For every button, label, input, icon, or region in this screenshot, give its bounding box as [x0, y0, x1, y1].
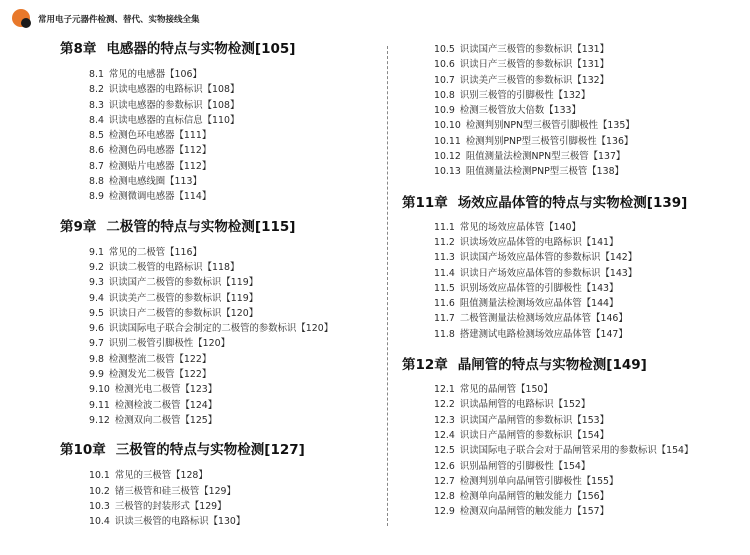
section-title: 检测单向晶闸管的触发能力【156】	[459, 491, 610, 503]
toc-entry	[434, 57, 742, 72]
section-title: 检测贴片电感器【112】	[108, 160, 212, 172]
section-number: 10.4	[89, 516, 110, 528]
section-number: 12.4	[434, 429, 455, 441]
toc-entry	[89, 260, 380, 275]
toc-entry	[434, 250, 742, 265]
toc-entry	[434, 220, 742, 235]
toc-entry	[434, 327, 742, 342]
toc-entry	[89, 321, 380, 336]
section-title: 检测判别PNP型三极管引脚极性【136】	[465, 135, 634, 147]
section-number: 11.7	[434, 313, 455, 325]
toc-entry	[434, 73, 742, 88]
section-title: 常见的电感器【106】	[108, 69, 202, 80]
section-number: 10.8	[434, 89, 455, 101]
section-title: 识读国际电子联合会制定的二极管的参数标识【120】	[108, 323, 334, 335]
section-number: 9.4	[89, 292, 104, 304]
section-title: 识读国产三极管的参数标识【131】	[459, 44, 610, 55]
toc-entry	[434, 235, 742, 250]
section-title: 识读电感器的参数标识【108】	[108, 99, 240, 111]
page-header	[12, 6, 272, 32]
toc-list	[89, 245, 380, 429]
section-number: 12.9	[434, 506, 455, 518]
toc-right-column	[402, 42, 742, 520]
section-number: 8.3	[89, 99, 104, 111]
chapter-number: 第11章	[402, 194, 448, 211]
section-number: 9.6	[89, 323, 104, 335]
section-title: 常见的晶闸管【150】	[459, 384, 553, 396]
section-title: 识读日产场效应晶体管的参数标识【143】	[459, 267, 638, 279]
toc-entry	[434, 443, 742, 458]
section-title: 检测三极管放大倍数【133】	[459, 105, 581, 117]
section-title: 识读场效应晶体管的电路标识【141】	[459, 236, 619, 248]
section-number: 9.11	[89, 399, 110, 411]
section-title: 识读日产二极管的参数标识【120】	[108, 307, 259, 319]
toc-entry	[434, 266, 742, 281]
section-number: 10.11	[434, 135, 461, 147]
section-title: 识别晶闸管的引脚极性【154】	[459, 460, 591, 472]
toc-entry	[434, 281, 742, 296]
section-number: 8.4	[89, 114, 104, 126]
section-title: 二极管测量法检测场效应晶体管【146】	[459, 313, 628, 325]
section-number: 9.3	[89, 277, 104, 289]
section-number: 10.12	[434, 151, 461, 163]
section-title: 阻值测量法检测场效应晶体管【144】	[459, 298, 619, 310]
section-number: 11.8	[434, 328, 455, 340]
toc-entry	[89, 143, 380, 158]
section-number: 10.3	[89, 500, 110, 512]
section-number: 9.7	[89, 338, 104, 350]
section-title: 搭建测试电路检测场效应晶体管【147】	[459, 328, 628, 340]
toc-left-column	[60, 40, 380, 529]
toc-entry	[434, 459, 742, 474]
chapter-title: 场效应晶体管的特点与实物检测[139]	[457, 194, 688, 211]
section-number: 10.13	[434, 166, 461, 178]
toc-entry	[89, 484, 380, 499]
toc-entry	[89, 245, 380, 260]
toc-entry	[89, 514, 380, 529]
section-number: 12.1	[434, 384, 455, 396]
section-title: 阻值测量法检测PNP型三极管【138】	[465, 166, 624, 178]
toc-list	[434, 220, 742, 342]
toc-entry	[434, 296, 742, 311]
toc-entry	[89, 352, 380, 367]
toc-entry	[89, 113, 380, 128]
section-number: 11.5	[434, 282, 455, 294]
chapter-number: 第12章	[402, 357, 448, 374]
chapter-title: 晶闸管的特点与实物检测[149]	[457, 357, 647, 374]
toc-entry	[89, 382, 380, 397]
section-title: 检测整流二极管【122】	[108, 353, 212, 365]
chapter-heading-10	[60, 441, 380, 459]
toc-entry	[434, 42, 742, 57]
section-number: 8.7	[89, 160, 104, 172]
toc-entry	[434, 504, 742, 519]
section-title: 检测双向二极管【125】	[114, 414, 218, 426]
toc-entry	[434, 118, 742, 133]
section-title: 识读电感器的直标信息【110】	[108, 114, 240, 126]
section-title: 识别三极管的引脚极性【132】	[459, 89, 591, 101]
chapter-number: 第8章	[60, 41, 97, 57]
toc-entry	[89, 336, 380, 351]
section-title: 三极管的封装形式【129】	[114, 500, 227, 512]
section-title: 检测色码电感器【112】	[108, 145, 212, 157]
toc-entry	[434, 164, 742, 179]
section-title: 常见的三极管【128】	[114, 470, 208, 482]
section-title: 识读日产三极管的参数标识【131】	[459, 59, 610, 71]
section-number: 11.4	[434, 267, 455, 279]
section-number: 12.7	[434, 475, 455, 487]
toc-list	[89, 67, 380, 205]
section-title: 检测微调电感器【114】	[108, 191, 212, 203]
toc-entry	[89, 67, 380, 82]
chapter-heading-12	[402, 356, 742, 374]
section-number: 11.2	[434, 236, 455, 248]
section-title: 识别二极管引脚极性【120】	[108, 338, 230, 350]
section-title: 检测色环电感器【111】	[108, 130, 212, 142]
toc-entry	[89, 189, 380, 204]
toc-entry	[89, 398, 380, 413]
chapter-title: 二极管的特点与实物检测[115]	[106, 218, 296, 235]
section-title: 识读国际电子联合会对于晶闸管采用的参数标识【154】	[459, 445, 694, 457]
section-number: 8.6	[89, 145, 104, 157]
toc-entry	[434, 382, 742, 397]
section-number: 10.1	[89, 470, 110, 482]
section-number: 8.8	[89, 176, 104, 188]
section-number: 9.2	[89, 261, 104, 273]
toc-entry	[434, 134, 742, 149]
chapter-title: 三极管的特点与实物检测[127]	[115, 442, 305, 459]
toc-entry	[89, 413, 380, 428]
toc-entry	[434, 88, 742, 103]
brand-dot-icon	[12, 9, 34, 31]
section-title: 检测判别NPN型三极管引脚极性【135】	[465, 120, 635, 132]
toc-entry	[434, 474, 742, 489]
section-title: 识读三极管的电路标识【130】	[114, 516, 246, 528]
section-title: 常见的场效应晶体管【140】	[459, 221, 581, 233]
section-title: 检测发光二极管【122】	[108, 369, 212, 381]
section-title: 识读二极管的电路标识【118】	[108, 261, 240, 273]
section-number: 8.2	[89, 84, 104, 96]
section-title: 识读电感器的电路标识【108】	[108, 84, 240, 96]
section-number: 9.1	[89, 246, 104, 258]
section-number: 12.8	[434, 491, 455, 503]
toc-list	[434, 382, 742, 520]
section-number: 8.5	[89, 130, 104, 142]
toc-entry	[434, 397, 742, 412]
toc-entry	[89, 82, 380, 97]
toc-list	[89, 468, 380, 529]
section-title: 识读国产场效应晶体管的参数标识【142】	[459, 252, 638, 264]
toc-entry	[434, 489, 742, 504]
toc-entry	[434, 149, 742, 164]
column-divider	[387, 46, 388, 526]
toc-entry	[434, 103, 742, 118]
section-number: 12.6	[434, 460, 455, 472]
toc-entry	[89, 306, 380, 321]
toc-entry	[434, 413, 742, 428]
section-title: 检测电感线圈【113】	[108, 176, 202, 188]
section-number: 10.7	[434, 74, 455, 86]
chapter-heading-8	[60, 40, 380, 58]
section-title: 检测光电二极管【123】	[114, 384, 218, 396]
section-number: 10.10	[434, 120, 461, 132]
toc-entry	[89, 275, 380, 290]
section-number: 9.5	[89, 307, 104, 319]
toc-entry	[89, 98, 380, 113]
section-number: 12.2	[434, 399, 455, 411]
section-title: 识读国产二极管的参数标识【119】	[108, 277, 259, 289]
chapter-number: 第9章	[60, 218, 97, 235]
section-number: 10.6	[434, 59, 455, 71]
section-number: 9.12	[89, 414, 110, 426]
section-number: 8.9	[89, 191, 104, 203]
toc-entry	[89, 499, 380, 514]
section-number: 12.5	[434, 445, 455, 457]
section-number: 9.10	[89, 384, 110, 396]
section-number: 12.3	[434, 414, 455, 426]
chapter-title: 电感器的特点与实物检测[105]	[106, 41, 296, 57]
section-title: 识读美产二极管的参数标识【119】	[108, 292, 259, 304]
book-title: 常用电子元器件检测、替代、实物接线全集	[38, 15, 200, 25]
toc-entry	[89, 174, 380, 189]
section-title: 阻值测量法检测NPN型三极管【137】	[465, 151, 626, 163]
section-number: 10.5	[434, 44, 455, 55]
section-title: 检测判别单向晶闸管引脚极性【155】	[459, 475, 619, 487]
toc-entry	[434, 311, 742, 326]
section-title: 识读晶闸管的电路标识【152】	[459, 399, 591, 411]
toc-entry	[89, 159, 380, 174]
section-number: 8.1	[89, 69, 104, 80]
section-title: 常见的二极管【116】	[108, 246, 202, 258]
section-number: 9.9	[89, 369, 104, 381]
section-number: 10.9	[434, 105, 455, 117]
toc-entry	[89, 128, 380, 143]
toc-entry	[89, 291, 380, 306]
section-number: 10.2	[89, 485, 110, 497]
toc-entry	[89, 367, 380, 382]
section-number: 11.6	[434, 298, 455, 310]
section-title: 检测双向晶闸管的触发能力【157】	[459, 506, 610, 518]
section-number: 11.1	[434, 221, 455, 233]
chapter-heading-11	[402, 194, 742, 212]
toc-entry	[434, 428, 742, 443]
section-title: 识读日产晶闸管的参数标识【154】	[459, 429, 610, 441]
section-title: 识别场效应晶体管的引脚极性【143】	[459, 282, 619, 294]
section-title: 锗三极管和硅三极管【129】	[114, 485, 236, 497]
toc-list	[434, 42, 742, 180]
section-number: 9.8	[89, 353, 104, 365]
toc-entry	[89, 468, 380, 483]
section-title: 识读美产三极管的参数标识【132】	[459, 74, 610, 86]
chapter-number: 第10章	[60, 442, 106, 459]
section-number: 11.3	[434, 252, 455, 264]
section-title: 识读国产晶闸管的参数标识【153】	[459, 414, 610, 426]
section-title: 检测检波二极管【124】	[114, 399, 218, 411]
chapter-heading-9	[60, 218, 380, 236]
